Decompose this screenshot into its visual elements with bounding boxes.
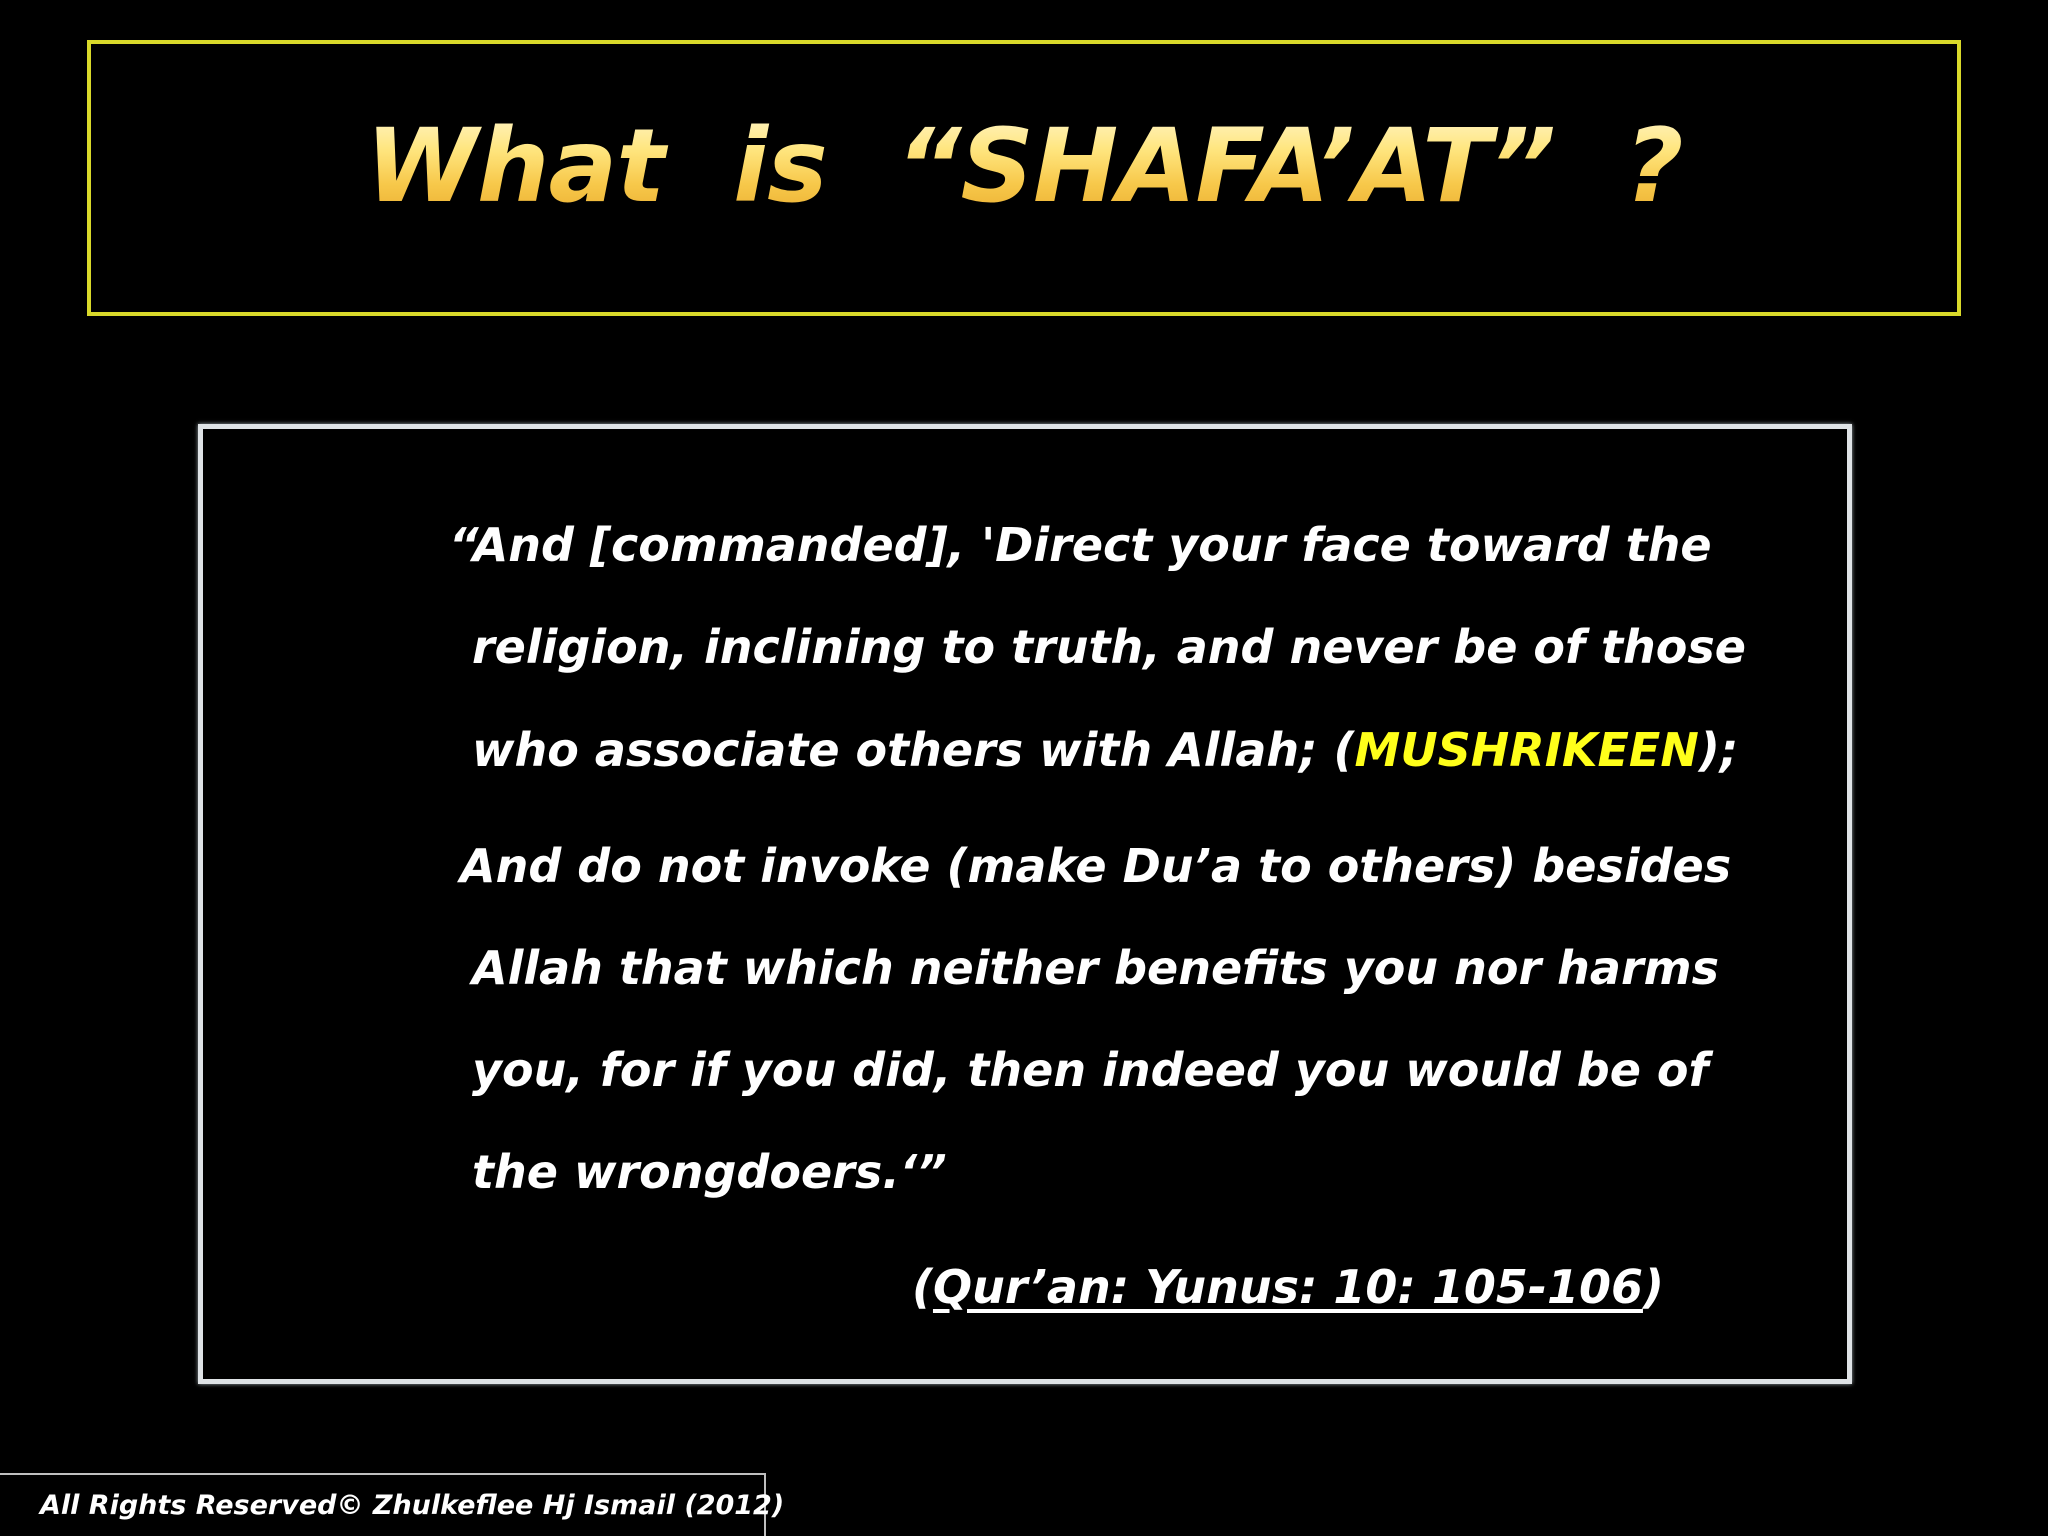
reference-text: Qur’an: Yunus: 10: 105-106 [932,1260,1643,1314]
quote-line-1: “And [commanded], 'Direct your face toward the [449,518,1712,572]
quote-line-5: Allah that which neither benefits you nor harms [472,941,1719,995]
quote-line-3 [472,723,1739,777]
quote-line-3-post: ); [1698,723,1739,777]
title-box [87,40,1961,316]
quote-line-7: the wrongdoers.‘” [472,1145,947,1199]
quote-line-2: religion, inclining to truth, and never be of those [472,620,1746,674]
quote-line-6: you, for if you did, then indeed you would be of [472,1043,1709,1097]
quote-line-4: And do not invoke (make Du’a to others) besides [460,839,1732,893]
quote-line-3-pre: who associate others with Allah; ( [472,723,1355,777]
reference-close-paren: ) [1642,1260,1664,1314]
reference-open-paren: ( [911,1260,933,1314]
quran-reference [911,1260,1664,1314]
slide-title: What is “SHAFA’AT” ? [365,106,1683,226]
mushrikeen-highlight: MUSHRIKEEN [1354,723,1699,777]
copyright-footer: All Rights Reserved© Zhulkeflee Hj Ismail (2012) [0,1473,766,1536]
